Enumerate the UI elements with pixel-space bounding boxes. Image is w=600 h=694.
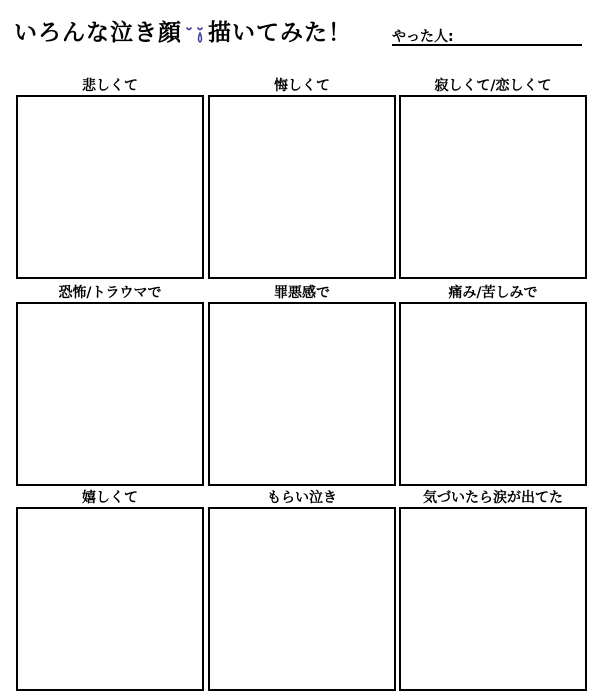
credit-label: やった人: bbox=[392, 29, 454, 45]
panel-label: 悲しくて bbox=[82, 78, 138, 94]
credit-field[interactable] bbox=[392, 26, 582, 46]
tear-drops-icon bbox=[184, 19, 206, 45]
drawing-box[interactable] bbox=[208, 95, 396, 279]
panel-label: 痛み/苦しみで bbox=[448, 285, 538, 301]
panel-label: 悔しくて bbox=[274, 78, 330, 94]
title-text-part2: 描いてみた！ bbox=[208, 19, 352, 46]
drawing-box[interactable] bbox=[399, 95, 587, 279]
page-title bbox=[14, 10, 352, 50]
drawing-box[interactable] bbox=[399, 507, 587, 691]
panel-label: 寂しくて/恋しくて bbox=[434, 78, 552, 94]
drawing-box[interactable] bbox=[16, 507, 204, 691]
drawing-box[interactable] bbox=[399, 302, 587, 486]
drawing-box[interactable] bbox=[16, 302, 204, 486]
drawing-box[interactable] bbox=[208, 507, 396, 691]
panel-label: 嬉しくて bbox=[82, 490, 138, 506]
panel-label: 恐怖/トラウマで bbox=[58, 285, 162, 301]
title-text-part1: いろんな泣き顔 bbox=[14, 19, 182, 46]
panel-label: 気づいたら涙が出てた bbox=[423, 490, 563, 506]
panel-label: 罪悪感で bbox=[274, 285, 330, 301]
drawing-box[interactable] bbox=[208, 302, 396, 486]
panel-label: もらい泣き bbox=[267, 490, 337, 506]
drawing-box[interactable] bbox=[16, 95, 204, 279]
